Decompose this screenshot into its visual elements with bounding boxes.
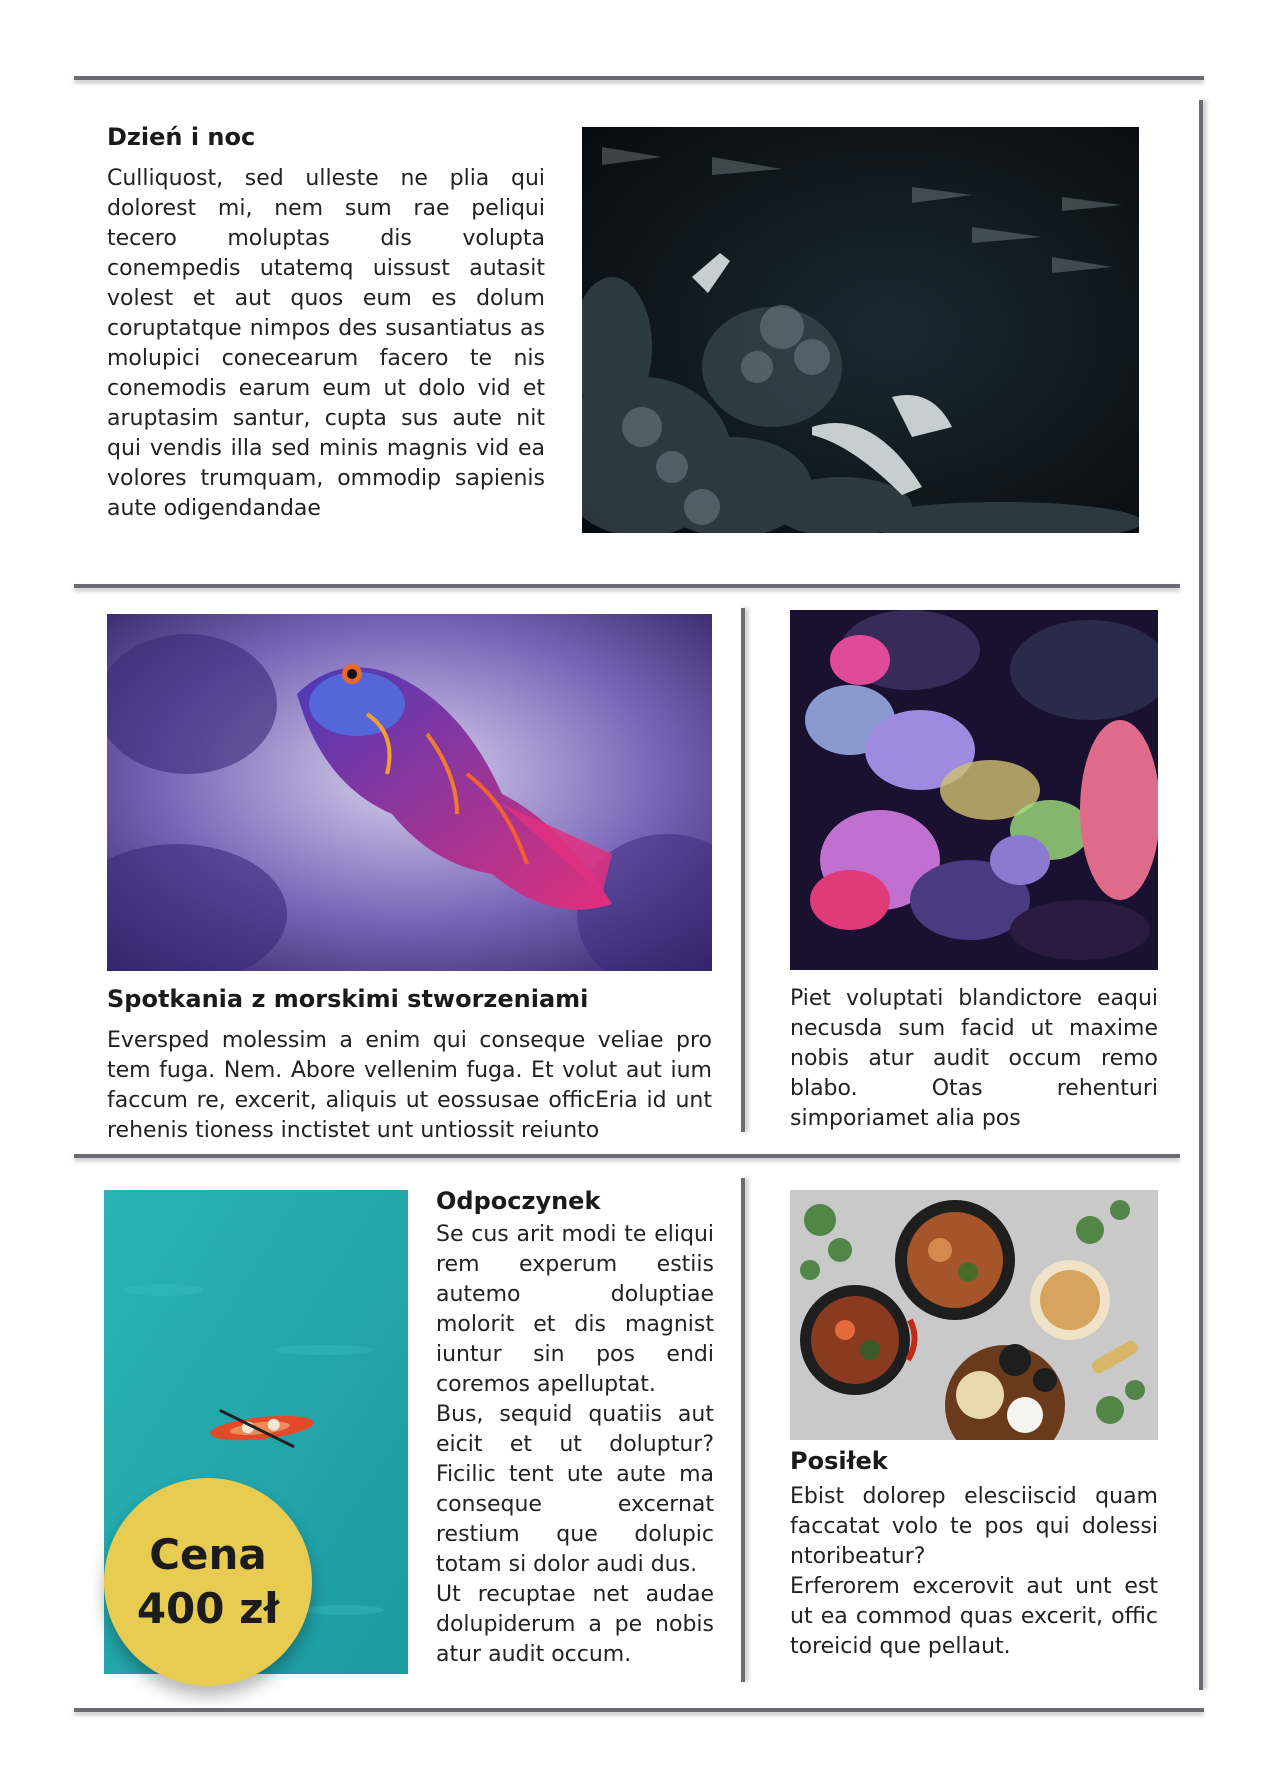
rest-paragraph-1: Se cus arit modi te eliqui rem experum estiis autemo doluptiae molorit et dis magnist iuntur sin pos endi coremos apelluptat. (436, 1222, 714, 1397)
coral-reef-photo (790, 610, 1158, 970)
section-body-rest (436, 1220, 714, 1670)
section-heading-meal: Posiłek (790, 1447, 888, 1475)
section-body-meal (790, 1482, 1158, 1662)
meal-paragraph-1: Ebist dolorep elesciiscid quam faccatat volo te pos qui dolessi ntoribeatur? (790, 1484, 1158, 1569)
night-sharks-photo (582, 127, 1139, 533)
meal-paragraph-2: Erferorem excerovit aut unt est ut ea commod quas excerit, offic toreicid que pellaut. (790, 1574, 1158, 1659)
right-edge-rule (1199, 100, 1203, 1690)
mandarin-fish-photo (107, 614, 712, 971)
price-badge-value: 400 zł (136, 1584, 280, 1633)
section-heading-day-night: Dzień i noc (107, 123, 256, 151)
column-divider-1 (741, 608, 745, 1132)
section-heading-sea-creatures: Spotkania z morskimi stworzeniami (107, 985, 589, 1013)
row-divider-2 (74, 1154, 1180, 1158)
bottom-rule (74, 1708, 1204, 1712)
section-heading-rest: Odpoczynek (436, 1187, 601, 1215)
rest-paragraph-2: Bus, sequid quatiis aut eicit et ut doluptur? Ficilic tent ute aute ma conseque excernat restium que dolupic totam si dolor audi dus. (436, 1402, 714, 1577)
row-divider-1 (74, 584, 1180, 588)
top-rule (74, 76, 1204, 80)
section-body-day-night: Culliquost, sed ulleste ne plia qui dolorest mi, nem sum rae peliqui tecero moluptas dis volupta conempedis utatemq uissust autasit volest et aut quos eum es dolum coruptatque nimpos des susantiatus as molupici conecearum facero te nis conemodis earum eum ut dolo vid et aruptasim santur, cupta sus aute nit qui vendis illa sed minis magnis vid ea volores trumquam, ommodip sapienis aute odigendandae (107, 166, 545, 521)
price-badge-label: Cena (149, 1530, 267, 1579)
column-divider-2 (741, 1178, 745, 1682)
rest-paragraph-3: Ut recuptae net audae dolupiderum a pe nobis atur audit occum. (436, 1582, 714, 1667)
food-platter-photo (790, 1190, 1158, 1440)
section-body-sea-creatures: Eversped molessim a enim qui conseque veliae pro tem fuga. Nem. Abore vellenim fuga. Et volut aut ium faccum re, excerit, aliquis ut eossusae officEria id unt rehenis tioness inctistet unt untiossit reiunto (107, 1028, 712, 1143)
section-body-coral: Piet voluptati blandictore eaqui necusda sum facid ut maxime nobis atur audit occum remo blabo. Otas rehenturi simporiamet alia pos (790, 986, 1158, 1131)
price-badge (104, 1478, 312, 1686)
